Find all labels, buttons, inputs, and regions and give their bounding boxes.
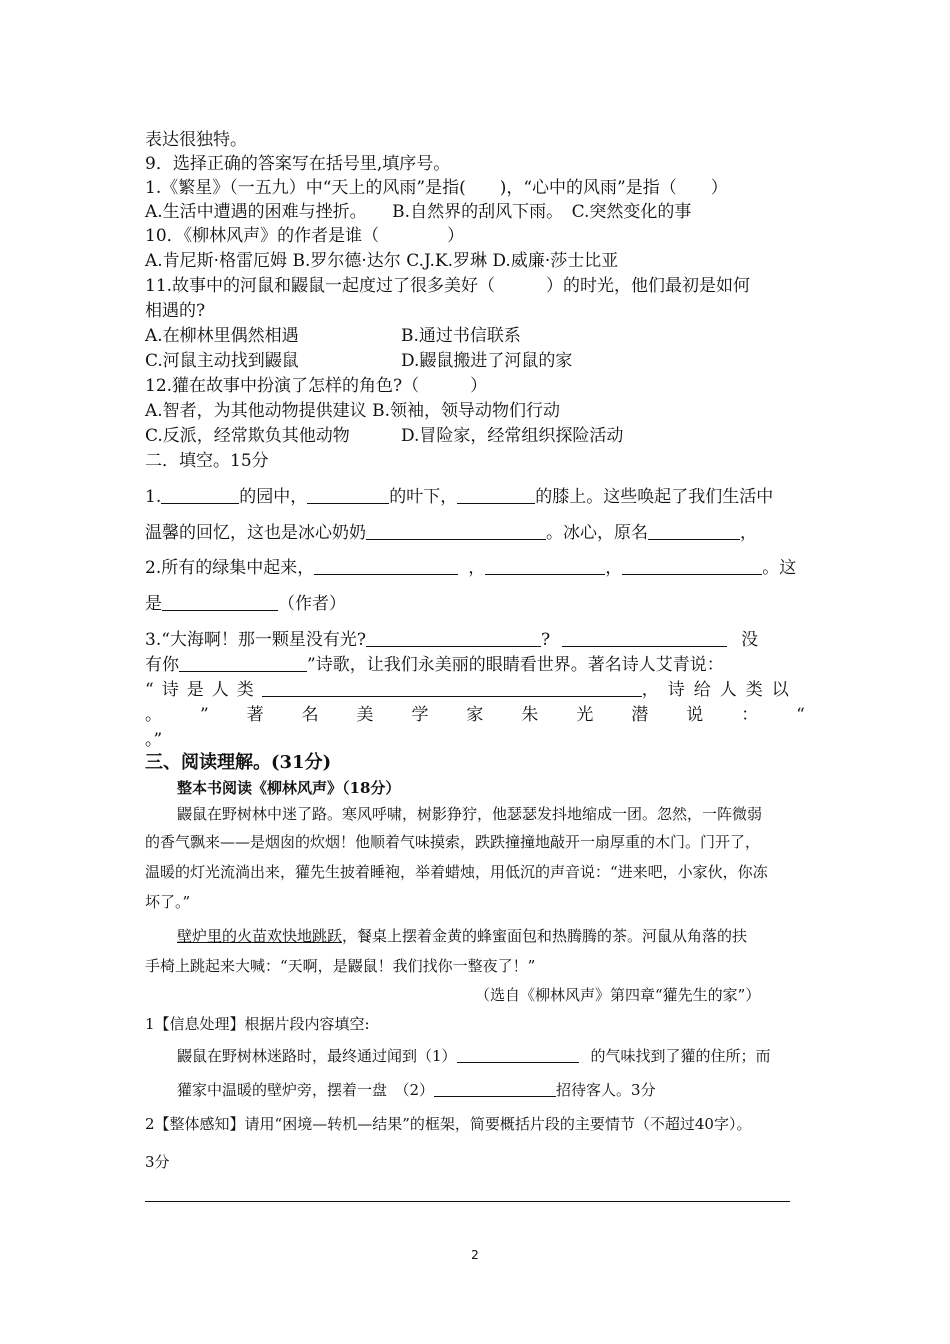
passage-line: 鼹鼠在野树林中迷了路。寒风呼啸，树影狰狞，他瑟瑟发抖地缩成一团。忽然，一阵微弱 (177, 805, 763, 823)
reading-subheading: 整本书阅读《柳林风声》（18分） (177, 779, 401, 797)
option-11b: B.通过书信联系 (401, 326, 521, 346)
blank[interactable] (161, 485, 239, 504)
blank[interactable] (162, 592, 278, 611)
answer-line[interactable] (145, 1201, 790, 1202)
question-9-1: 1.《繁星》（一五九）中“天上的风雨”是指( )，“心中的风雨”是指（ ） (145, 178, 728, 198)
blank[interactable] (314, 556, 458, 575)
question-12-options-ab: A.智者，为其他动物提供建议 B.领袖，领导动物们行动 (145, 401, 560, 421)
blank[interactable] (179, 653, 307, 672)
option-11d: D.鼹鼠搬进了河鼠的家 (401, 351, 573, 371)
reading-q2-score: 3分 (145, 1153, 170, 1171)
option-11a: A.在柳林里偶然相遇 (145, 326, 299, 346)
fill-3-line-4: 。 ” 著 名 美 学 家 朱 光 潜 说 ： “ (145, 705, 805, 725)
fill-3-line-5: 。” (145, 730, 163, 750)
passage-line: 的香气飘来——是烟囱的炊烟！他顺着气味摸索，跌跌撞撞地敲开一扇厚重的木门。门开了， (145, 833, 761, 851)
passage-source: （选自《柳林风声》第四章“獾先生的家”） (475, 986, 761, 1004)
line-1: 表达很独特。 (145, 130, 247, 150)
blank[interactable] (434, 1078, 556, 1097)
question-10: 10．《柳林风声》的作者是谁（ ） (145, 226, 465, 246)
question-11-a: 11.故事中的河鼠和鼹鼠一起度过了很多美好（ ）的时光，他们最初是如何 (145, 276, 751, 296)
reading-q1-line-1: 鼹鼠在野树林迷路时，最终通过闻到（1） 的气味找到了獾的住所；而 (177, 1044, 771, 1068)
question-9-options: A.生活中遭遇的困难与挫折。 B.自然界的刮风下雨。 C.突然变化的事 (145, 202, 692, 222)
reading-q1: 1【信息处理】根据片段内容填空: (145, 1015, 370, 1033)
option-11c: C.河鼠主动找到鼹鼠 (145, 351, 299, 371)
blank[interactable] (366, 521, 546, 540)
blank[interactable] (457, 1044, 579, 1063)
blank[interactable] (648, 521, 740, 540)
fill-1-line-2: 温馨的回忆，这也是冰心奶奶 。冰心，原名 ， (145, 523, 757, 543)
underlined-phrase: 壁炉里的火苗欢快地跳跃 (177, 927, 343, 945)
blank[interactable] (307, 485, 389, 504)
blank[interactable] (366, 628, 541, 647)
reading-q1-line-2: 獾家中温暖的壁炉旁，摆着一盘 （2） 招待客人。3分 (177, 1078, 656, 1102)
question-11-b: 相遇的? (145, 301, 206, 321)
question-11-options-ab (145, 324, 521, 348)
question-9: 9．选择正确的答案写在括号里,填序号。 (145, 154, 451, 174)
page-number: 2 (471, 1248, 479, 1262)
blank[interactable] (262, 678, 642, 697)
blank[interactable] (622, 556, 762, 575)
reading-q2: 2【整体感知】请用“困境—转机—结果”的框架，简要概括片段的主要情节（不超过40字）。 (145, 1115, 752, 1133)
passage-line: 壁炉里的火苗欢快地跳跃，餐桌上摆着金黄的蜂蜜面包和热腾腾的茶。河鼠从角落的扶 (177, 927, 748, 945)
section-2-heading: 二．填空。15分 (145, 451, 269, 471)
blank[interactable] (562, 628, 727, 647)
question-10-options: A.肯尼斯·格雷厄姆 B.罗尔德·达尔 C.J.K.罗琳 D.威廉·莎士比亚 (145, 251, 619, 271)
fill-3-line-3: “诗是人类 ，诗给人类以 (145, 680, 798, 700)
fill-2-line-1: 2.所有的绿集中起来， ， ， 。这 (145, 558, 797, 578)
option-12c: C.反派，经常欺负其他动物 (145, 426, 350, 446)
question-12: 12.獾在故事中扮演了怎样的角色?（ ） (145, 376, 488, 396)
fill-2-line-2: 是 （作者） (145, 594, 346, 614)
blank[interactable] (485, 556, 605, 575)
question-11-options-cd (145, 349, 572, 373)
blank[interactable] (457, 485, 535, 504)
option-12d: D.冒险家，经常组织探险活动 (401, 426, 624, 446)
fill-1-line-1: 1. 的园中， 的叶下， 的膝上。这些唤起了我们生活中 (145, 487, 774, 507)
passage-line: 坏了。” (145, 893, 191, 911)
section-3-heading: 三、阅读理解。(31分) (145, 752, 332, 773)
fill-3-line-1: 3.“大海啊！那一颗星没有光? ? 没 (145, 630, 759, 650)
passage-line: 温暖的灯光流淌出来，獾先生披着睡袍，举着蜡烛，用低沉的声音说：“进来吧，小家伙，你冻 (145, 863, 768, 881)
passage-line: 手椅上跳起来大喊：“天啊，是鼹鼠！我们找你一整夜了！” (145, 957, 536, 975)
question-12-options-cd (145, 424, 623, 448)
fill-3-line-2: 有你 ”诗歌，让我们永美丽的眼睛看世界。著名诗人艾青说： (145, 655, 724, 675)
